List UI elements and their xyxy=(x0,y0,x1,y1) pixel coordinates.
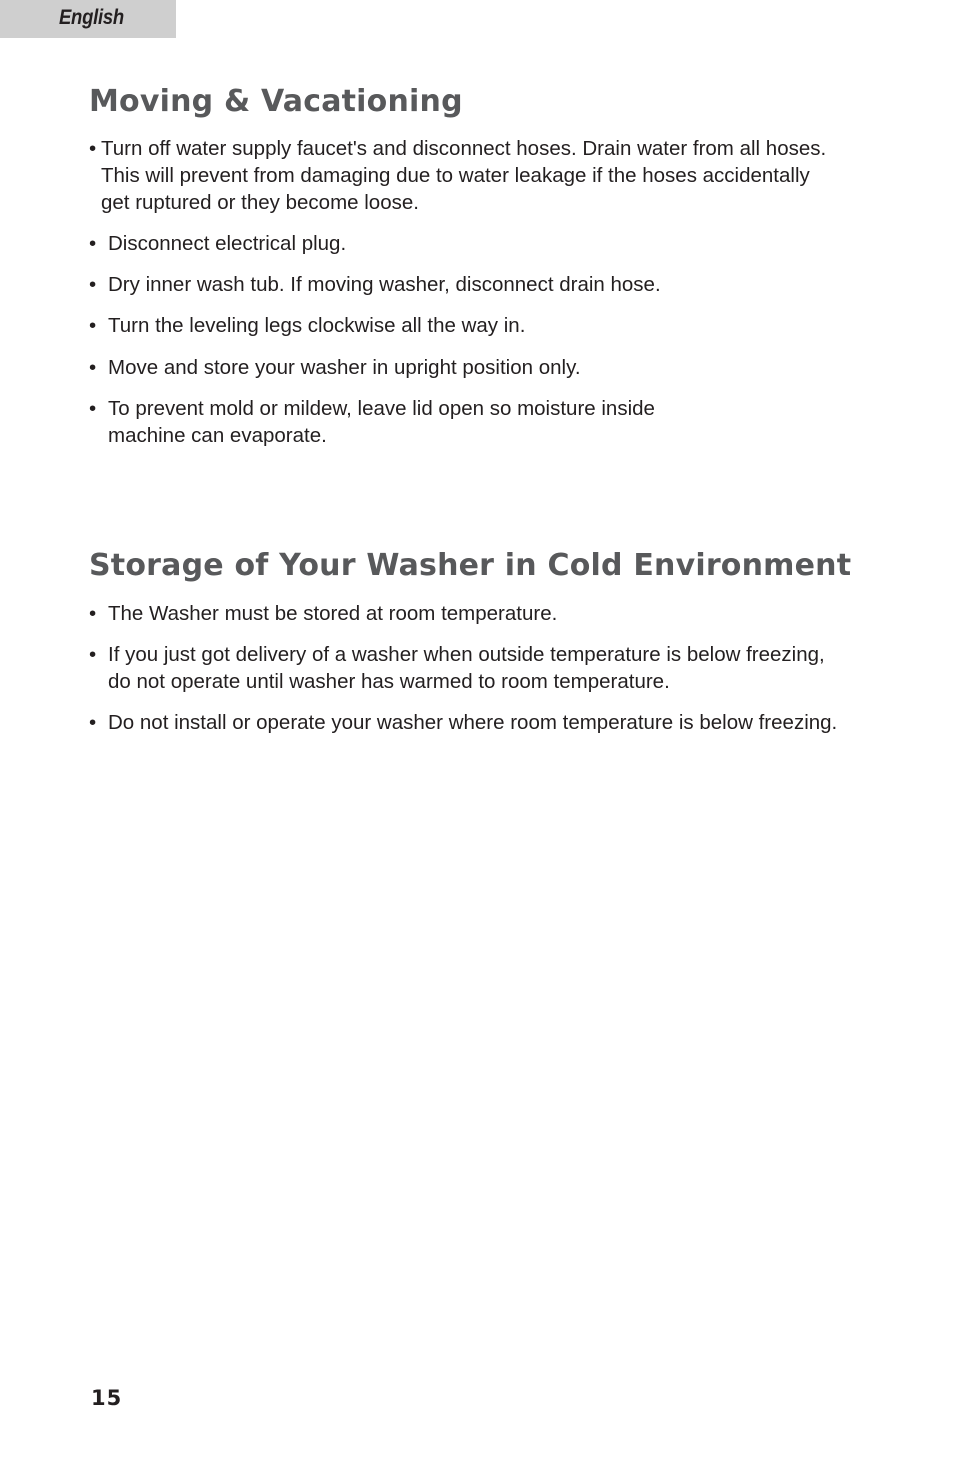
list-item xyxy=(89,709,837,736)
list-item-line: • Move and store your washer in upright position only. xyxy=(89,356,581,379)
list-item-line: • Dry inner wash tub. If moving washer, disconnect drain hose. xyxy=(89,273,661,296)
list-item-line: • To prevent mold or mildew, leave lid open so moisture inside xyxy=(89,397,655,420)
list-item-line: • Do not install or operate your washer where room temperature is below freezing. xyxy=(89,711,838,734)
list-item xyxy=(89,395,655,449)
language-label: English xyxy=(59,6,124,29)
list-item xyxy=(89,354,581,381)
list-item-line: This will prevent from damaging due to water leakage if the hoses accidentally xyxy=(101,164,810,187)
section-title-cold-storage: Storage of Your Washer in Cold Environment xyxy=(89,548,852,583)
list-item xyxy=(89,271,661,298)
bullet: • xyxy=(89,356,97,379)
list-item xyxy=(89,135,826,216)
bullet: • xyxy=(89,711,97,734)
language-tab xyxy=(0,0,176,38)
page-number: 15 xyxy=(91,1386,123,1410)
list-item xyxy=(89,600,557,627)
list-item-line: • Disconnect electrical plug. xyxy=(89,232,347,255)
bullet: • xyxy=(89,397,97,420)
bullet: • xyxy=(89,232,97,255)
bullet: • xyxy=(89,643,97,666)
bullet: • xyxy=(89,314,97,337)
list-item-line: • Turn the leveling legs clockwise all the way in. xyxy=(89,314,526,337)
bullet: • xyxy=(89,137,97,160)
bullet: • xyxy=(89,273,97,296)
list-item-line: get ruptured or they become loose. xyxy=(101,191,419,214)
bullet: • xyxy=(89,602,97,625)
list-item-line: • If you just got delivery of a washer when outside temperature is below freezing, xyxy=(89,643,825,666)
list-item-line: do not operate until washer has warmed to room temperature. xyxy=(108,670,670,693)
list-item-line: • Turn off water supply faucet's and disconnect hoses. Drain water from all hoses. xyxy=(89,137,827,160)
section-title-moving: Moving & Vacationing xyxy=(89,84,463,119)
list-item-line: machine can evaporate. xyxy=(108,424,327,447)
list-item-line: • The Washer must be stored at room temperature. xyxy=(89,602,558,625)
list-item xyxy=(89,312,525,339)
list-item xyxy=(89,641,825,695)
list-item xyxy=(89,230,346,257)
